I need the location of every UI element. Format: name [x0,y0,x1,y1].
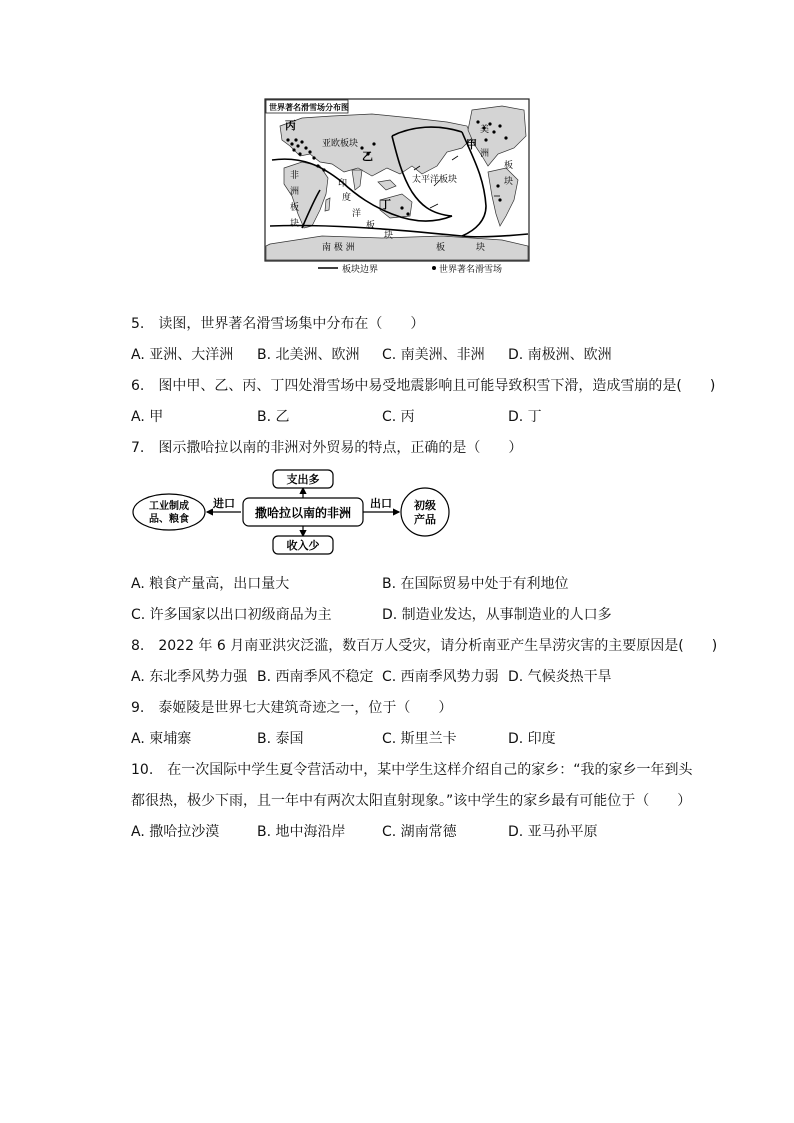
center-label: 撒哈拉以南的非洲 [254,506,352,520]
label-yaou-plate: 亚欧板块 [322,139,359,149]
q10-option-a[interactable]: A. 撒哈拉沙漠 [131,824,220,840]
q7-option-d[interactable]: D. 制造业发达，从事制造业的人口多 [382,607,612,623]
question-10-stem-line2: 都很热，极少下雨，且一年中有两次太阳直射现象。”该中学生的家乡最有可能位于（ ） [131,793,692,809]
label-yi: 乙 [362,150,373,163]
import-label: 进口 [213,497,235,510]
q10-option-b[interactable]: B. 地中海沿岸 [257,824,346,840]
q5-option-c[interactable]: C. 南美洲、非洲 [382,347,485,363]
label-ban-af: 板 [290,203,300,213]
export-label: 出口 [370,497,392,510]
question-8-stem: 8. 2022 年 6 月南亚洪灾泛滥，数百万人受灾，请分析南亚产生旱涝灾害的主要原因是( ) [131,638,718,654]
q8-option-a[interactable]: A. 东北季风势力强 [131,669,248,685]
label-bing: 丙 [285,119,296,132]
q5-option-a[interactable]: A. 亚洲、大洋洲 [131,347,234,363]
plate-map-figure [262,96,532,276]
question-9-stem: 9. 泰姬陵是世界七大建筑奇迹之一，位于（ ） [131,700,453,716]
plate-map [262,96,532,276]
q7-option-c[interactable]: C. 许多国家以出口初级商品为主 [131,607,332,623]
legend-resort-dot [432,266,436,270]
label-kuai-am: 块 [504,177,514,187]
q5-option-d[interactable]: D. 南极洲、欧洲 [508,347,612,363]
right-box-line1: 初级 [414,499,436,512]
label-kuai-in: 块 [384,231,394,241]
label-zhou-na: 洲 [480,149,490,159]
label-yang: 洋 [352,209,362,219]
question-5-stem: 5. 读图，世界著名滑雪场集中分布在（ ） [131,316,425,332]
question-7-stem: 7. 图示撒哈拉以南的非洲对外贸易的特点，正确的是（ ） [131,440,523,456]
q10-option-c[interactable]: C. 湖南常德 [382,824,457,840]
q8-option-b[interactable]: B. 西南季风不稳定 [257,669,374,685]
legend-resort-label: 世界著名滑雪场 [439,265,503,275]
label-ban-am: 板 [504,161,514,171]
bottom-label: 收入少 [286,539,320,552]
legend-boundary-label: 板块边界 [342,265,379,275]
q6-option-d[interactable]: D. 丁 [508,409,542,425]
label-zhou-af: 洲 [290,187,300,197]
label-fei: 非 [290,171,300,181]
q6-option-c[interactable]: C. 丙 [382,409,415,425]
trade-flow-svg [131,466,461,556]
trade-flow-diagram [131,466,461,556]
q8-option-c[interactable]: C. 西南季风势力弱 [382,669,499,685]
left-box-line1: 工业制成 [149,501,189,512]
label-pacific-plate: 太平洋板块 [412,175,458,185]
top-label: 支出多 [286,473,320,486]
label-mei: 美 [480,125,490,135]
q6-option-b[interactable]: B. 乙 [257,409,290,425]
q9-option-a[interactable]: A. 柬埔寨 [131,731,192,747]
q10-option-d[interactable]: D. 亚马孙平原 [508,824,598,840]
label-ban-in: 板 [366,221,376,231]
label-antarctica: 南 极 洲 [322,243,355,253]
q9-option-d[interactable]: D. 印度 [508,731,556,747]
label-jia: 甲 [466,138,477,151]
q5-option-b[interactable]: B. 北美洲、欧洲 [257,347,360,363]
label-ban-an: 板 [436,243,446,253]
label-ding: 丁 [380,198,391,211]
q7-option-a[interactable]: A. 粮食产量高，出口量大 [131,576,290,592]
question-10-stem-line1: 10. 在一次国际中学生夏令营活动中，某中学生这样介绍自己的家乡：“我的家乡一年到头 [131,762,693,778]
map-title: 世界著名滑雪场分布图 [269,103,349,112]
left-box-line2: 品、粮食 [149,514,189,525]
right-box-line2: 产品 [414,513,436,526]
label-kuai-af: 块 [290,219,300,229]
q6-option-a[interactable]: A. 甲 [131,409,164,425]
q9-option-c[interactable]: C. 斯里兰卡 [382,731,457,747]
label-du: 度 [342,193,352,203]
question-6-stem: 6. 图中甲、乙、丙、丁四处滑雪场中易受地震影响且可能导致积雪下滑，造成雪崩的是( ) [131,378,716,394]
label-yin: 印 [338,179,348,189]
q8-option-d[interactable]: D. 气候炎热干旱 [508,669,612,685]
q7-option-b[interactable]: B. 在国际贸易中处于有利地位 [382,576,569,592]
label-kuai-an: 块 [476,243,486,253]
q9-option-b[interactable]: B. 泰国 [257,731,304,747]
right-circle [401,488,449,536]
